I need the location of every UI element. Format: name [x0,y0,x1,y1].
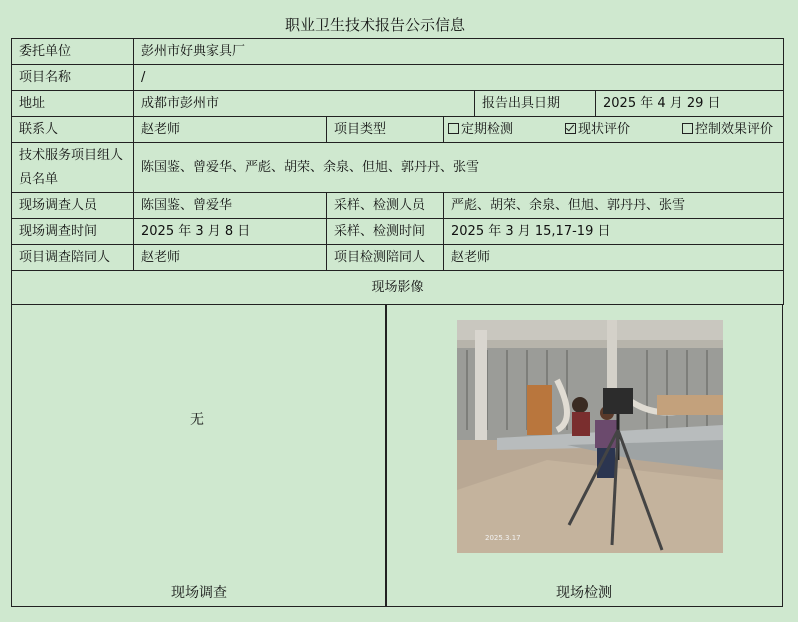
row-address [12,91,784,117]
survey-time-value: 2025 年 3 月 8 日 [134,219,327,245]
control-checkbox[interactable] [682,123,693,134]
companion-value: 赵老师 [134,245,327,271]
status-checkbox-checked-icon[interactable] [565,123,576,134]
row-team [12,143,784,193]
page-title: 职业卫生技术报告公示信息 [284,16,465,34]
address-label: 地址 [12,91,134,117]
project-value: / [134,65,784,91]
survey-staff-value: 陈国鉴、曾爱华 [134,193,327,219]
info-table [11,38,784,305]
photo-date-stamp: 2025.3.17 [485,534,521,542]
row-companion [12,245,784,271]
row-survey-time [12,219,784,245]
survey-caption: 现场调查 [171,585,227,601]
option-status[interactable]: 现状评价 [565,117,630,142]
factory-photo-image [457,320,723,553]
images-header: 现场影像 [12,271,784,305]
project-type-label: 项目类型 [327,117,444,143]
detect-companion-label: 项目检测陪同人 [327,245,444,271]
survey-staff-label: 现场调查人员 [12,193,134,219]
detection-caption: 现场检测 [556,585,612,601]
row-survey-staff [12,193,784,219]
contact-value: 赵老师 [134,117,327,143]
sampling-staff-label: 采样、检测人员 [327,193,444,219]
sampling-staff-value: 严彪、胡荣、余泉、但旭、郭丹丹、张雪 [444,193,784,219]
contact-label: 联系人 [12,117,134,143]
client-label: 委托单位 [12,39,134,65]
team-value: 陈国鉴、曾爱华、严彪、胡荣、余泉、但旭、郭丹丹、张雪 [134,143,784,193]
detect-companion-value: 赵老师 [444,245,784,271]
row-client [12,39,784,65]
sampling-time-label: 采样、检测时间 [327,219,444,245]
detection-photo [457,320,723,553]
images-row [11,304,783,606]
companion-label: 项目调查陪同人 [12,245,134,271]
row-images-header [12,271,784,305]
option-periodic[interactable]: 定期检测 [448,117,513,142]
report-date-value: 2025 年 4 月 29 日 [596,91,784,117]
periodic-checkbox[interactable] [448,123,459,134]
report-date-label: 报告出具日期 [475,91,596,117]
no-image-text: 无 [190,412,204,428]
row-contact [12,117,784,143]
address-value: 成都市彭州市 [134,91,475,117]
option-control[interactable]: 控制效果评价 [682,117,773,142]
project-label: 项目名称 [12,65,134,91]
client-value: 彭州市好典家具厂 [134,39,784,65]
team-label: 技术服务项目组人员名单 [12,143,134,193]
survey-time-label: 现场调查时间 [12,219,134,245]
survey-image-cell [11,304,387,607]
sampling-time-value: 2025 年 3 月 15,17-19 日 [444,219,784,245]
row-project [12,65,784,91]
project-type-options [444,117,784,143]
detection-image-cell [385,304,783,607]
